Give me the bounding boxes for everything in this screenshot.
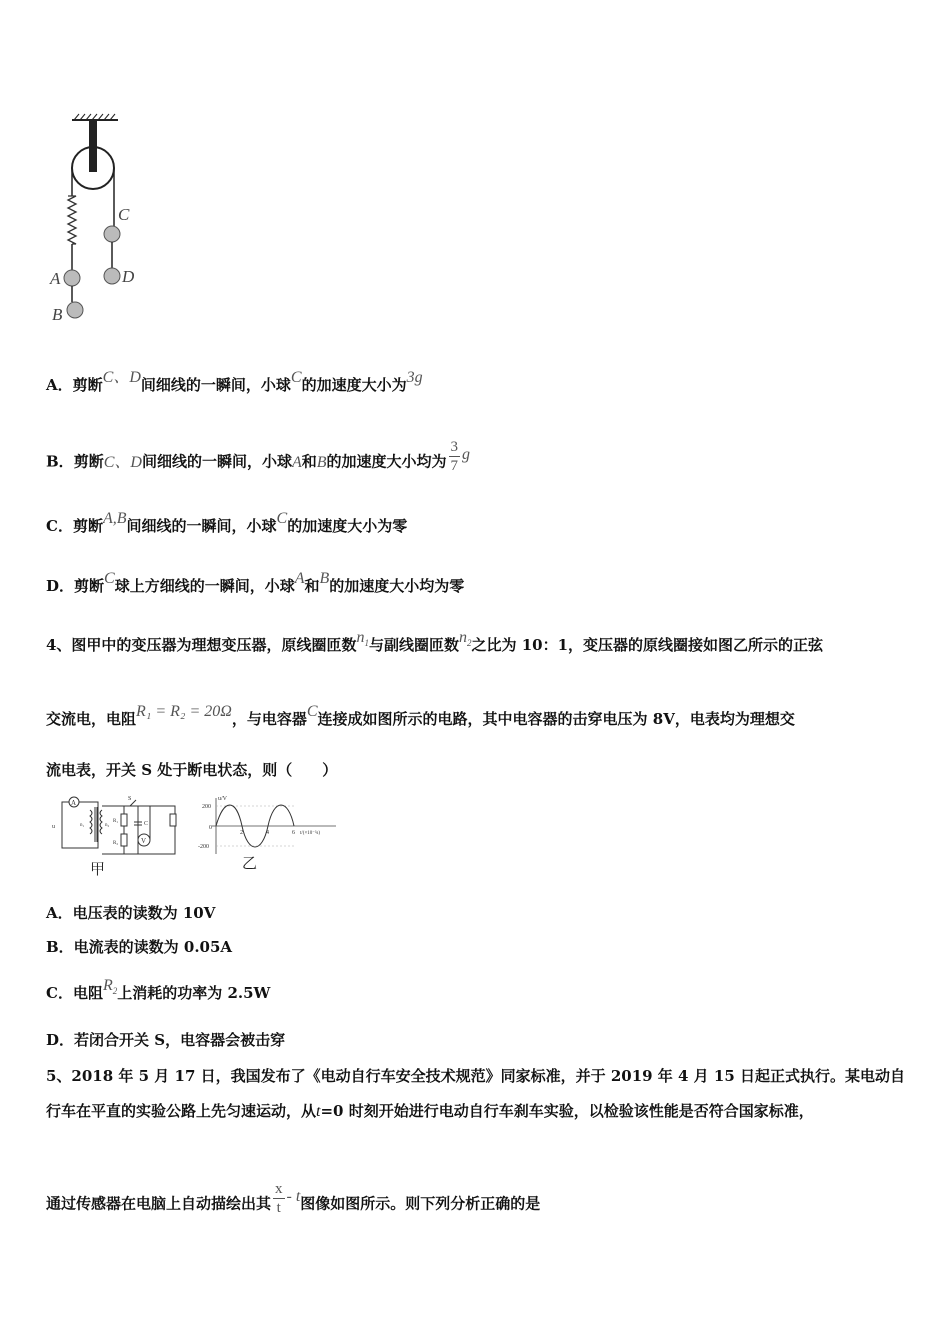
- waveform-figure-yi: [196, 792, 346, 880]
- q4-line-1: 4、图甲中的变压器为理想变压器，原线圈匝数$n_1$与副线圈匝数$n_2$之比为 10：1，变压器的原线圈接如图乙所示的正弦: [46, 629, 824, 654]
- q3-option-d: D．剪断C球上方细线的一瞬间，小球A和B的加速度大小均为零: [46, 570, 465, 595]
- q5-line-2: 行车在平直的实验公路上先匀速运动，从t=0 时刻开始进行电动自行车刹车实验，以检验该性能是否符合国家标准，: [46, 1102, 814, 1120]
- label-a: A: [50, 269, 61, 288]
- q4-option-a: A．电压表的读数为 10V: [46, 904, 216, 922]
- fraction-3-7: $\frac{3}{7}$: [450, 439, 459, 474]
- x-tick-2: 2: [240, 830, 243, 836]
- q4-line-3: 流电表，开关 S 处于断电状态，则（ ）: [46, 761, 338, 779]
- q5-line-3: 通过传感器在电脑上自动描绘出其 $\frac{x}{t}$ - t图像如图所示。则下列分析正确的是: [46, 1181, 541, 1216]
- fraction-x-t: $\frac{x}{t}$: [275, 1181, 283, 1216]
- q3-option-c: C．剪断A,B间细线的一瞬间，小球C的加速度大小为零: [46, 510, 408, 535]
- switch-label: S: [128, 796, 132, 802]
- q4-line-2: 交流电，电阻R₁ = R₂ = 20Ω，与电容器C连接成如图所示的电路，其中电容器的击穿电压为 8V，电表均为理想交: [46, 703, 795, 728]
- q5-line-1: 5、2018 年 5 月 17 日，我国发布了《电动自行车安全技术规范》同家标准，并于 2019 年 4 月 15 日起正式执行。某电动自: [46, 1067, 906, 1085]
- q4-option-b: B．电流表的读数为 0.05A: [46, 938, 233, 956]
- pulley-figure: [46, 110, 156, 330]
- r2-label: R₂: [113, 841, 119, 846]
- y-bot: -200: [198, 844, 209, 850]
- fig-yi-label: 乙: [242, 856, 258, 872]
- x-label: t/(×10⁻²s): [300, 831, 321, 836]
- y-zero: 0: [209, 825, 212, 831]
- voltmeter-label: V: [141, 837, 147, 845]
- u-label: u: [52, 824, 55, 830]
- label-c: C: [118, 205, 130, 224]
- y-top: 200: [202, 804, 211, 810]
- cap-label: C: [144, 821, 149, 827]
- n2-label: n₂: [105, 823, 110, 828]
- label-b: B: [52, 305, 63, 324]
- y-label: u/V: [218, 796, 227, 802]
- n1-label: n₁: [80, 823, 85, 828]
- q3-option-a: A．剪断C、D间细线的一瞬间，小球C的加速度大小为3g: [46, 369, 423, 394]
- label-d: D: [122, 267, 135, 286]
- ammeter-label: A: [71, 799, 77, 807]
- q3-option-b: B．剪断C、D间细线的一瞬间，小球A和B的加速度大小均为 $\frac{3}{7}$ g: [46, 439, 471, 474]
- fig-jia-label: 甲: [90, 862, 106, 878]
- r1-label: R₁: [113, 819, 119, 824]
- q4-option-c: C．电阻$R_2$上消耗的功率为 2.5W: [46, 977, 271, 1002]
- x-tick-6: 6: [292, 830, 295, 836]
- x-tick-4: 4: [266, 830, 269, 836]
- circuit-figure-jia: [50, 792, 190, 880]
- q4-option-d: D．若闭合开关 S，电容器会被击穿: [46, 1031, 286, 1049]
